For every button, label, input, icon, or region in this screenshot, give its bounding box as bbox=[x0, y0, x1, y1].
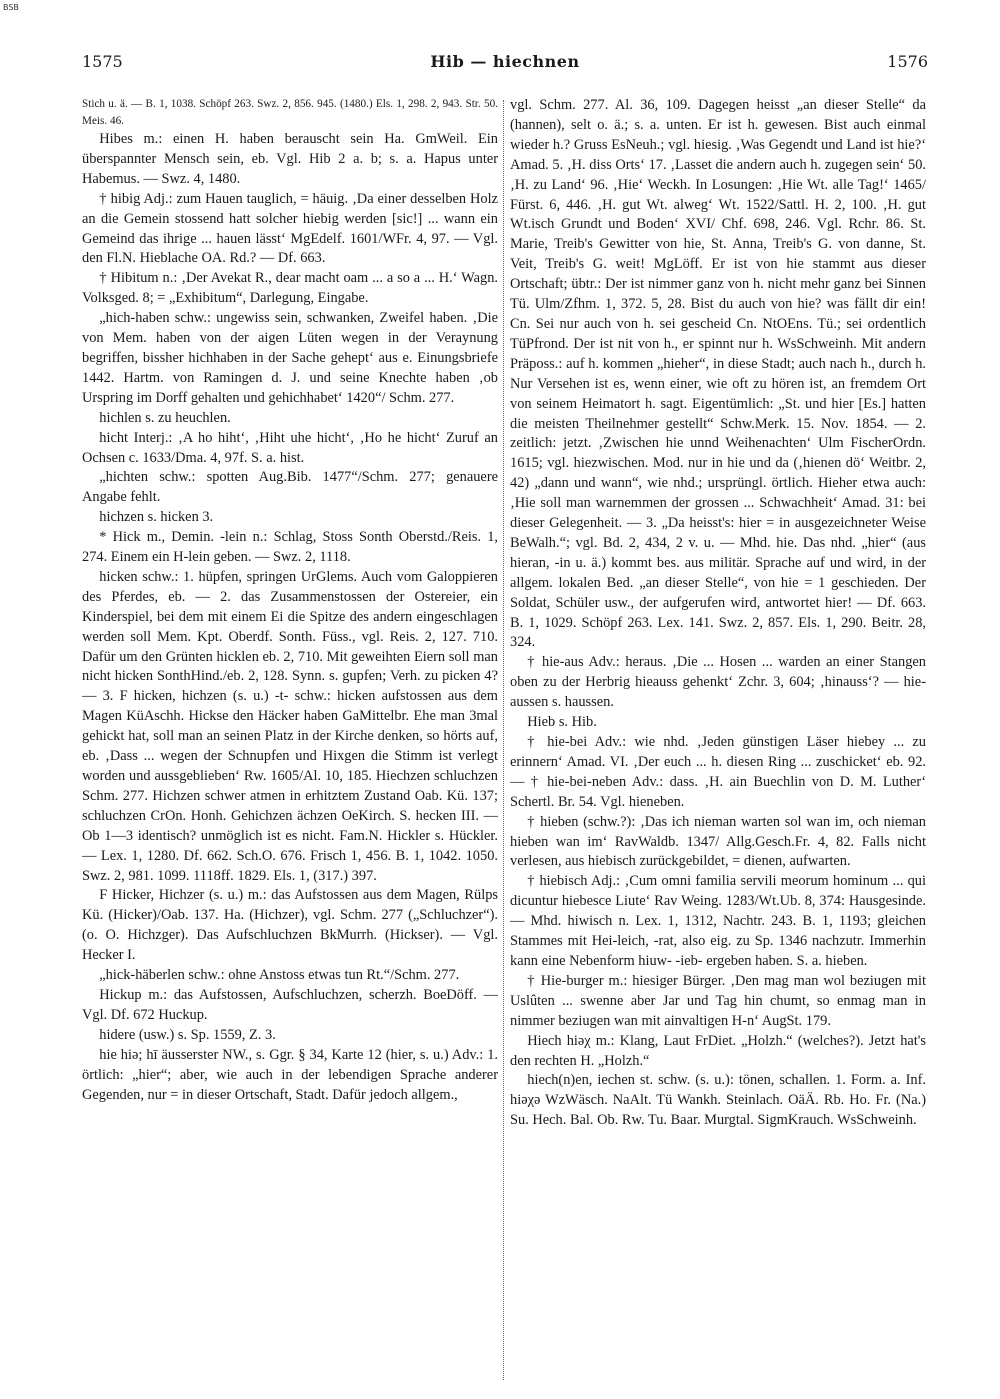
dictionary-entry: hicht Interj.: ‚A ho hiht‘, ‚Hiht uhe hicht‘, ‚Ho he hicht‘ Zuruf an Ochsen c. 1633/Dma. 4, 97f. S. a. hist. bbox=[82, 429, 498, 466]
dictionary-entry: * Hick m., Demin. -lein n.: Schlag, Stoss Sonth Oberstd./Reis. 1, 274. Einem ein H-lein geben. — Swz. 2, 1118. bbox=[82, 529, 498, 566]
dictionary-entry: hichzen s. hicken 3. bbox=[99, 509, 214, 526]
dictionary-entry: † hie-bei Adv.: wie nhd. ‚Jeden günstigen Läser hiebey ... zu erinnern‘ Amad. VI. ‚Der euch ... h. diesen Ring ... zuschicket‘ eb. 92. — † hie-bei-neben Adv.: dass. ‚H. ain Buechlin von D. M. Luther‘ Schertl. Br. 54. Vgl. hieneben. bbox=[510, 734, 926, 810]
dictionary-entry: hie hiə; hī äusserster NW., s. Ggr. § 34, Karte 12 (hier, s. u.) Adv.: 1. örtlich: „hier“; aber, wie auch in der lebendigen Sprache anderer Gegenden, nur = in dieser Ortschaft, Stadt. Dafür jedoch allgem., bbox=[82, 1046, 498, 1103]
right-column bbox=[510, 96, 926, 1392]
left-column bbox=[82, 96, 498, 1392]
dictionary-entry: † hie-aus Adv.: heraus. ‚Die ... Hosen ... warden an einer Stangen oben zu der Herbrig hieauss gehenkt‘ Zchr. 3, 604; ‚hinauss‘? — hie-aussen s. haussen. bbox=[510, 654, 926, 711]
dictionary-entry: hiech(n)en, iechen st. schw. (s. u.): tönen, schallen. 1. Form. a. Inf. hiəχə WzWäsch. NaAlt. Tü Wankh. Steinlach. OäÄ. Rb. Ho. Fr. (Na.) Su. Hech. Bal. Ob. Rw. Tu. Baar. Murgtal. SigmKrauch. WsSchweinh. bbox=[510, 1072, 926, 1129]
dictionary-entry: † hieben (schw.?): ‚Das ich nieman warten sol wan im, och nieman hieben wan im‘ RavWaldb. 1347/ Allg.Gesch.Fr. 4, 82. Falls nicht verlesen, aus hiebisch zurückgebildet, = dienen, aufwarten. bbox=[510, 813, 926, 870]
dictionary-entry: † hiebisch Adj.: ‚Cum omni familia servili meorum hominum ... qui dicuntur hiebesce Liute‘ Rav Weing. 1283/Wt.Ub. 8, 374: Hausgesinde. — Mhd. hiwisch n. Lex. 1, 1312, Nachtr. 243. B. 1, 1193; gleichen Stammes mit Hei-leich, -rat, also eig. zu Sp. 1346 nachzutr. Immerhin kann eine Nebenform hiuw- -ieb- ergeben haben. S. a. hieben. bbox=[510, 873, 926, 969]
dictionary-entry: „hich-haben schw.: ungewiss sein, schwanken, Zweifel haben. ‚Die von Mem. haben von der aigen Lüten wegen in der Veraynung begriffen, bissher hichhaben in der Sache gehept‘ aus e. Einungsbriefe 1442. Hartm. von Ramingen d. J. und seine Knechte haben ‚ob Urspring im Dorff gehalten und gehichhabet‘ 1420“/ Schm. 277. bbox=[82, 310, 498, 406]
dictionary-entry: hichlen s. zu heuchlen. bbox=[99, 409, 231, 426]
dictionary-entry: „hick-häberlen schw.: ohne Anstoss etwas tun Rt.“/Schm. 277. bbox=[99, 967, 460, 984]
dictionary-entry: F Hicker, Hichzer (s. u.) m.: das Aufstossen aus dem Magen, Rülps Kü. (Hicker)/Oab. 137. Ha. (Hichzer), vgl. Schm. 277 („Schluchzer“). (o. O. Hichzger). Das Aufschluchzen BkMurrh. (Hickser). — Vgl. Hecker I. bbox=[82, 887, 498, 964]
dictionary-entry: Hickup m.: das Aufstossen, Aufschluchzen, scherzh. BoeDöff. — Vgl. Df. 672 Huckup. bbox=[82, 986, 498, 1023]
dictionary-entry: hicken schw.: 1. hüpfen, springen UrGlems. Auch vom Galoppieren des Pferdes, eb. — 2. das Zusammenstossen der Ostereier, ein Kinderspiel, bei dem mit einem Ei die Spitze des andern eingeschlagen werden soll Mem. Kpt. Oberdf. Sonth. Füss., vgl. Reis. 2, 127. 710. Dafür um den Grünten hicklen eb. 2, 710. Mit geweihten Eiern soll man nicht hicken SonthHind./eb. 2, 128. Synn. s. gupfen; Verh. zu picken 4? — 3. F hicken, hichzen (s. u.) -t- schw.: hicken aufstossen aus dem Magen KüAschh. Hickse den Häcker haben GaMittelbr. Ehe man 3mal gehickt hat, soll man an seinen Platz in der Kirche denken, so hörts auf, eb. ‚Dass ... wegen der Schnupfen und Hixgen die Stimm ist verlegt worden und aussgeblieben‘ Rw. 1605/Al. 10, 185. Hiechzen schluchzen Schm. 277. Hichzen schwer atmen in erhitztem Zustand Oab. Kü. 137; schluchzen CrOn. Honh. Gehichzen ächzen OeKirch. S. hecken III. — Ob 1—3 identisch? unmöglich ist es nicht. Fam.N. Hickler s. Hückler. — Lex. 1, 1280. Df. 662. Sch.O. 676. Frisch 1, 456. B. 1, 1042. 1050. Swz. 2, 981. 1099. 1118ff. 1829. Els. 1, (317.) 397. bbox=[82, 568, 498, 884]
column-divider bbox=[503, 100, 504, 1380]
dictionary-entry: „hichten schw.: spotten Aug.Bib. 1477“/Schm. 277; genauere Angabe fehlt. bbox=[82, 469, 498, 506]
dictionary-entry: Hibes m.: einen H. haben berauscht sein Ha. GmWeil. Ein überspannter Mensch sein, eb. Vgl. Hib 2 a. b; s. a. Hapus unter Habemus. — Swz. 4, 1480. bbox=[82, 131, 498, 187]
dictionary-entry: Stich u. ä. — B. 1, 1038. Schöpf 263. Swz. 2, 856. 945. (1480.) Els. 1, 298. 2, 943. Str. 50. Meis. 46. bbox=[82, 98, 498, 127]
page-header bbox=[82, 52, 928, 76]
page-number-right: 1576 bbox=[887, 52, 928, 71]
page-number-left: 1575 bbox=[82, 52, 123, 71]
dictionary-entry: † Hibitum n.: ‚Der Avekat R., dear macht oam ... a so a ... H.‘ Wagn. Volksged. 8; = „Exhibitum“, Darlegung, Eingabe. bbox=[82, 270, 498, 307]
dictionary-entry: † hibig Adj.: zum Hauen tauglich, = häuig. ‚Da einer desselben Holz an die Gemein stossend hatt solcher hiebig werden [sic!] ... wann ein Gemeind das ihrige ... hauen lässt‘ MgEdelf. 1601/WFr. 4, 97. — Vgl. den Fl.N. Hieblache OA. Rd.? — Df. 663. bbox=[82, 190, 498, 267]
dictionary-entry: Hieb s. Hib. bbox=[527, 714, 597, 731]
dictionary-entry: † Hie-burger m.: hiesiger Bürger. ‚Den mag man wol beziugen mit Uslûten ... swenne aber Jar und Tag hin chumt, so enmag man in nimmer beziugen wan mit ainvaltigen H-n‘ AugSt. 179. bbox=[510, 972, 926, 1029]
library-stamp: BSB bbox=[3, 3, 19, 12]
dictionary-entry: vgl. Schm. 277. Al. 36, 109. Dagegen heisst „an dieser Stelle“ da (hannen), selt o. ä.; s. a. unten. Er ist h. gewesen. Bist auch einmal wieder h.? Gruss EsNeuh.; vgl. hiesig. ‚Was Gegendt und Land ist hie?‘ Amad. 5. ‚H. diss Orts‘ 17. ‚Lasset die andern auch h. zugegen sein‘ 50. ‚H. zu Land‘ 96. ‚Hie‘ Weckh. In Losungen: ‚Hie Wt. alle Tag!‘ 1465/ Fürst. 6, 446. ‚H. gut Wt. alweg‘ Wt. 1522/Sattl. H. 2, 100. ‚H. gut Wt.isch Grundt und Boden‘ XVI/ Chf. 698, 246. Vgl. Rchr. 86. St. Marie, Treib's Gewitter von hie, St. Anna, Treib's G. von danne, St. Veit, Treib's G. weit! MgLöff. Er ist von hie stammt aus dieser Ortschaft; übtr.: Der ist nimmer ganz von h. nicht mehr ganz bei Sinnen Tü. Ulm/Zfhm. 1, 372. 5, 28. Bist du auch von hie? was fällt dir ein! Cn. Sei nur auch von h. sei gescheid Cn. NtOEns. Tü.; sei ordentlich TüPfrond. Der ist nit von h., er spinnt nur h. WsSchweinh. Mit andern Präposs.: auf h. kommen „hieher“, in diese Stadt; auch nach h., durch h. Nur Versehen ist es, wenn einer, wie oft zu hören ist, an fremdem Ort von seinem Heimatort h. sagt. Eigentümlich: „St. und hier [Es.] hatten die meisten Theilnehmer gestellt“ Schw.Merk. 15. Nov. 1854. — 2. zeitlich: jetzt. ‚Zwischen hie unnd Weihenachten‘ Ulm FischerOrdn. 1615; vgl. hiezwischen. Mod. nur in hie und da (‚hienen dö‘ Weitbr. 2, 42) „dann und wann“, wie nhd.; ursprüngl. örtlich. Hieher etwa auch: ‚Hie soll man warnemmen der grossen ... Schwachheit‘ Amad. 31: bei dieser Gelegenheit. — 3. „Da heisst's: hier = in ausgezeichneter Weise BeWalh.“; vgl. Bd. 2, 434, 2 v. u. — Mhd. hie. Das nhd. „hier“ (aus hieran, -in u. ä.) kommt bes. aus militär. Sprache auf und wird, in der allgem. lokalen Bed. „an dieser Stelle“, von hie = 1 geschieden. Der Soldat, Schüler usw., der aufgerufen wird, antwortet hier! — Df. 663. B. 1, 1029. Schöpf 263. Lex. 141. Swz. 2, 857. Els. 1, 290. Beitr. 28, 324. bbox=[510, 97, 926, 651]
headword-range: Hib — hiechnen bbox=[430, 52, 580, 71]
dictionary-entry: hidere (usw.) s. Sp. 1559, Z. 3. bbox=[99, 1026, 276, 1043]
dictionary-entry: Hiech hiəχ m.: Klang, Laut FrDiet. „Holzh.“ (welches?). Jetzt hat's den rechten H. „Holzh.“ bbox=[510, 1032, 926, 1069]
